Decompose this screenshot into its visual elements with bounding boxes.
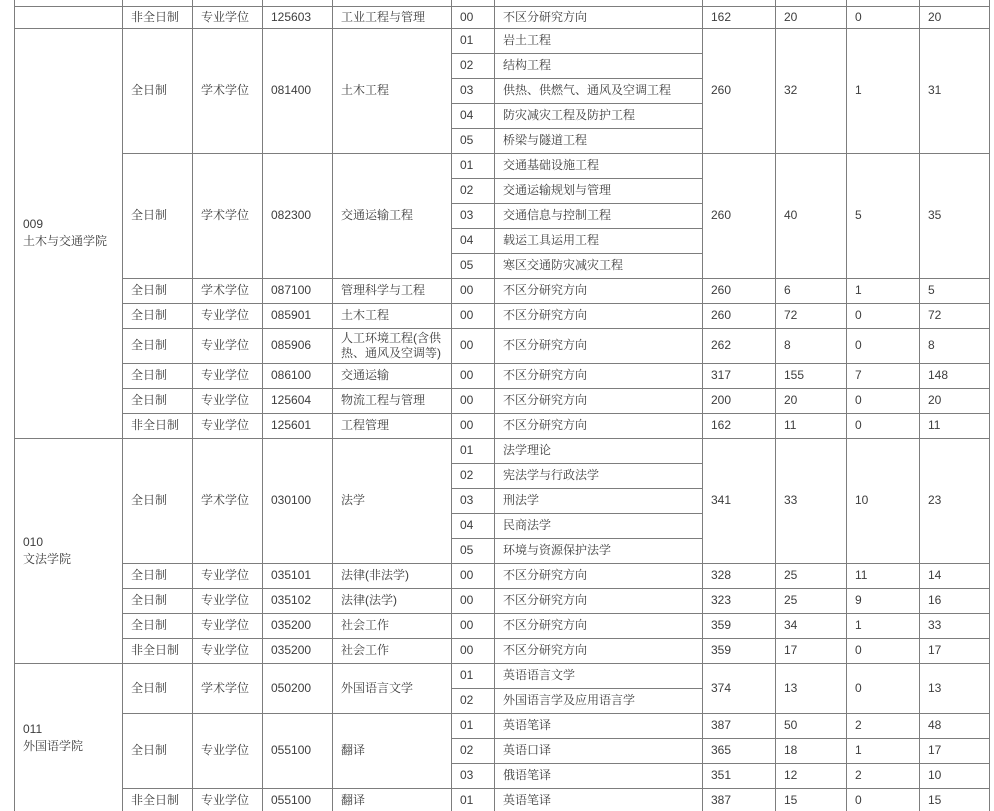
degree-type-cell: 专业学位 <box>193 303 263 328</box>
direction-name-cell: 法学理论 <box>495 438 703 463</box>
study-mode-cell: 全日制 <box>123 363 193 388</box>
study-mode-cell: 非全日制 <box>123 6 193 28</box>
exempt-cell: 2 <box>847 763 920 788</box>
regular-cell: 16 <box>920 588 990 613</box>
direction-code-cell: 04 <box>452 103 495 128</box>
total-cell: 12 <box>776 763 847 788</box>
score-cell: 341 <box>703 438 776 563</box>
degree-type-cell: 专业学位 <box>193 363 263 388</box>
direction-code-cell: 00 <box>452 278 495 303</box>
exempt-cell: 0 <box>847 638 920 663</box>
major-code-cell: 125604 <box>263 388 333 413</box>
major-code-cell: 125601 <box>263 413 333 438</box>
study-mode-cell: 全日制 <box>123 278 193 303</box>
direction-name-cell: 防灾减灾工程及防护工程 <box>495 103 703 128</box>
table-row <box>15 413 990 438</box>
regular-cell: 17 <box>920 738 990 763</box>
major-code-cell: 035200 <box>263 613 333 638</box>
direction-name-cell: 不区分研究方向 <box>495 638 703 663</box>
exempt-cell: 1 <box>847 738 920 763</box>
direction-code-cell: 02 <box>452 53 495 78</box>
score-cell: 162 <box>703 413 776 438</box>
major-code-cell: 085901 <box>263 303 333 328</box>
study-mode-cell: 全日制 <box>123 303 193 328</box>
regular-cell: 148 <box>920 363 990 388</box>
direction-name-cell: 英语笔译 <box>495 713 703 738</box>
major-name-cell: 土木工程 <box>333 28 452 153</box>
score-cell: 260 <box>703 153 776 278</box>
score-cell: 260 <box>703 303 776 328</box>
study-mode-cell: 非全日制 <box>123 788 193 811</box>
major-code-cell: 125603 <box>263 6 333 28</box>
direction-name-cell: 结构工程 <box>495 53 703 78</box>
direction-code-cell: 04 <box>452 228 495 253</box>
direction-code-cell: 00 <box>452 413 495 438</box>
total-cell: 33 <box>776 438 847 563</box>
direction-code-cell: 00 <box>452 638 495 663</box>
table-row <box>15 6 990 28</box>
direction-code-cell: 00 <box>452 613 495 638</box>
major-name-cell: 交通运输 <box>333 363 452 388</box>
total-cell: 155 <box>776 363 847 388</box>
direction-code-cell: 00 <box>452 363 495 388</box>
total-cell: 18 <box>776 738 847 763</box>
score-cell: 323 <box>703 588 776 613</box>
exempt-cell: 1 <box>847 613 920 638</box>
study-mode-cell: 全日制 <box>123 153 193 278</box>
total-cell: 8 <box>776 328 847 363</box>
degree-type-cell: 专业学位 <box>193 588 263 613</box>
direction-code-cell: 01 <box>452 663 495 688</box>
direction-code-cell: 01 <box>452 28 495 53</box>
direction-name-cell: 不区分研究方向 <box>495 413 703 438</box>
exempt-cell: 0 <box>847 303 920 328</box>
score-cell: 365 <box>703 738 776 763</box>
direction-name-cell: 交通信息与控制工程 <box>495 203 703 228</box>
major-code-cell: 081400 <box>263 28 333 153</box>
regular-cell: 8 <box>920 328 990 363</box>
direction-name-cell: 俄语笔译 <box>495 763 703 788</box>
direction-name-cell: 交通运输规划与管理 <box>495 178 703 203</box>
degree-type-cell: 专业学位 <box>193 713 263 788</box>
college-cell <box>15 6 123 28</box>
college-cell <box>15 28 123 438</box>
degree-type-cell: 专业学位 <box>193 788 263 811</box>
direction-name-cell: 不区分研究方向 <box>495 363 703 388</box>
direction-code-cell: 03 <box>452 488 495 513</box>
direction-code-cell: 02 <box>452 178 495 203</box>
table-row <box>15 153 990 178</box>
major-name-cell: 法学 <box>333 438 452 563</box>
score-cell: 328 <box>703 563 776 588</box>
table-row <box>15 638 990 663</box>
total-cell: 50 <box>776 713 847 738</box>
table-row <box>15 588 990 613</box>
college-name: 外国语学院 <box>23 739 84 753</box>
major-name-cell: 社会工作 <box>333 613 452 638</box>
direction-name-cell: 不区分研究方向 <box>495 388 703 413</box>
exempt-cell: 0 <box>847 328 920 363</box>
exempt-cell: 0 <box>847 663 920 713</box>
direction-name-cell: 宪法学与行政法学 <box>495 463 703 488</box>
direction-code-cell: 03 <box>452 763 495 788</box>
table-row <box>15 713 990 738</box>
exempt-cell: 0 <box>847 413 920 438</box>
score-cell: 359 <box>703 638 776 663</box>
direction-code-cell: 05 <box>452 538 495 563</box>
score-cell: 262 <box>703 328 776 363</box>
study-mode-cell: 全日制 <box>123 438 193 563</box>
total-cell: 32 <box>776 28 847 153</box>
regular-cell: 23 <box>920 438 990 563</box>
direction-code-cell: 00 <box>452 6 495 28</box>
direction-code-cell: 01 <box>452 438 495 463</box>
degree-type-cell: 专业学位 <box>193 413 263 438</box>
degree-type-cell: 学术学位 <box>193 663 263 713</box>
exempt-cell: 0 <box>847 6 920 28</box>
direction-name-cell: 载运工具运用工程 <box>495 228 703 253</box>
regular-cell: 20 <box>920 6 990 28</box>
direction-name-cell: 民商法学 <box>495 513 703 538</box>
table-row <box>15 363 990 388</box>
table-row <box>15 388 990 413</box>
score-cell: 351 <box>703 763 776 788</box>
direction-name-cell: 不区分研究方向 <box>495 6 703 28</box>
degree-type-cell: 专业学位 <box>193 388 263 413</box>
direction-code-cell: 00 <box>452 563 495 588</box>
direction-name-cell: 外国语言学及应用语言学 <box>495 688 703 713</box>
regular-cell: 33 <box>920 613 990 638</box>
direction-code-cell: 00 <box>452 328 495 363</box>
major-code-cell: 050200 <box>263 663 333 713</box>
exempt-cell: 7 <box>847 363 920 388</box>
admissions-table <box>14 0 990 811</box>
study-mode-cell: 全日制 <box>123 28 193 153</box>
regular-cell: 14 <box>920 563 990 588</box>
degree-type-cell: 专业学位 <box>193 328 263 363</box>
direction-code-cell: 02 <box>452 688 495 713</box>
score-cell: 317 <box>703 363 776 388</box>
exempt-cell: 9 <box>847 588 920 613</box>
table-row <box>15 438 990 463</box>
study-mode-cell: 全日制 <box>123 588 193 613</box>
degree-type-cell: 专业学位 <box>193 638 263 663</box>
table-row <box>15 788 990 811</box>
direction-name-cell: 环境与资源保护法学 <box>495 538 703 563</box>
direction-name-cell: 刑法学 <box>495 488 703 513</box>
study-mode-cell: 全日制 <box>123 663 193 713</box>
study-mode-cell: 非全日制 <box>123 638 193 663</box>
major-code-cell: 035101 <box>263 563 333 588</box>
total-cell: 6 <box>776 278 847 303</box>
score-cell: 387 <box>703 788 776 811</box>
direction-name-cell: 不区分研究方向 <box>495 328 703 363</box>
direction-code-cell: 00 <box>452 588 495 613</box>
regular-cell: 13 <box>920 663 990 713</box>
college-name: 土木与交通学院 <box>23 234 108 248</box>
regular-cell: 17 <box>920 638 990 663</box>
exempt-cell: 11 <box>847 563 920 588</box>
major-code-cell: 055100 <box>263 788 333 811</box>
exempt-cell: 1 <box>847 278 920 303</box>
degree-type-cell: 学术学位 <box>193 278 263 303</box>
exempt-cell: 0 <box>847 388 920 413</box>
major-name-cell: 社会工作 <box>333 638 452 663</box>
major-code-cell: 086100 <box>263 363 333 388</box>
direction-name-cell: 岩土工程 <box>495 28 703 53</box>
regular-cell: 10 <box>920 763 990 788</box>
table-row <box>15 663 990 688</box>
direction-name-cell: 桥梁与隧道工程 <box>495 128 703 153</box>
direction-name-cell: 不区分研究方向 <box>495 303 703 328</box>
major-code-cell: 082300 <box>263 153 333 278</box>
degree-type-cell: 专业学位 <box>193 613 263 638</box>
direction-code-cell: 02 <box>452 738 495 763</box>
major-name-cell: 土木工程 <box>333 303 452 328</box>
college-cell <box>15 663 123 811</box>
exempt-cell: 0 <box>847 788 920 811</box>
major-name-cell: 翻译 <box>333 713 452 788</box>
study-mode-cell: 全日制 <box>123 563 193 588</box>
major-name-cell: 人工环境工程(含供热、通风及空调等) <box>333 328 452 363</box>
study-mode-cell: 全日制 <box>123 328 193 363</box>
major-name-cell: 外国语言文学 <box>333 663 452 713</box>
exempt-cell: 5 <box>847 153 920 278</box>
total-cell: 40 <box>776 153 847 278</box>
regular-cell: 20 <box>920 388 990 413</box>
degree-type-cell: 专业学位 <box>193 6 263 28</box>
major-name-cell: 工程管理 <box>333 413 452 438</box>
direction-name-cell: 供热、供燃气、通风及空调工程 <box>495 78 703 103</box>
major-name-cell: 管理科学与工程 <box>333 278 452 303</box>
direction-code-cell: 03 <box>452 78 495 103</box>
total-cell: 72 <box>776 303 847 328</box>
score-cell: 260 <box>703 278 776 303</box>
total-cell: 11 <box>776 413 847 438</box>
total-cell: 15 <box>776 788 847 811</box>
major-code-cell: 035102 <box>263 588 333 613</box>
direction-name-cell: 英语语言文学 <box>495 663 703 688</box>
major-name-cell: 法律(法学) <box>333 588 452 613</box>
table-row <box>15 563 990 588</box>
direction-name-cell: 交通基础设施工程 <box>495 153 703 178</box>
regular-cell: 31 <box>920 28 990 153</box>
study-mode-cell: 全日制 <box>123 613 193 638</box>
regular-cell: 48 <box>920 713 990 738</box>
score-cell: 359 <box>703 613 776 638</box>
degree-type-cell: 学术学位 <box>193 153 263 278</box>
major-code-cell: 030100 <box>263 438 333 563</box>
major-name-cell: 物流工程与管理 <box>333 388 452 413</box>
direction-code-cell: 03 <box>452 203 495 228</box>
total-cell: 20 <box>776 388 847 413</box>
score-cell: 374 <box>703 663 776 713</box>
major-code-cell: 055100 <box>263 713 333 788</box>
major-name-cell: 交通运输工程 <box>333 153 452 278</box>
major-name-cell: 法律(非法学) <box>333 563 452 588</box>
exempt-cell: 10 <box>847 438 920 563</box>
direction-code-cell: 05 <box>452 128 495 153</box>
exempt-cell: 2 <box>847 713 920 738</box>
table-row <box>15 278 990 303</box>
score-cell: 200 <box>703 388 776 413</box>
direction-code-cell: 02 <box>452 463 495 488</box>
direction-code-cell: 05 <box>452 253 495 278</box>
college-cell <box>15 438 123 663</box>
total-cell: 34 <box>776 613 847 638</box>
direction-code-cell: 00 <box>452 388 495 413</box>
direction-name-cell: 不区分研究方向 <box>495 563 703 588</box>
major-name-cell: 工业工程与管理 <box>333 6 452 28</box>
major-name-cell: 翻译 <box>333 788 452 811</box>
direction-name-cell: 寒区交通防灾减灾工程 <box>495 253 703 278</box>
direction-code-cell: 01 <box>452 153 495 178</box>
direction-name-cell: 英语笔译 <box>495 788 703 811</box>
degree-type-cell: 学术学位 <box>193 438 263 563</box>
direction-name-cell: 英语口译 <box>495 738 703 763</box>
total-cell: 20 <box>776 6 847 28</box>
college-name: 文法学院 <box>23 551 72 566</box>
regular-cell: 35 <box>920 153 990 278</box>
score-cell: 387 <box>703 713 776 738</box>
direction-name-cell: 不区分研究方向 <box>495 278 703 303</box>
study-mode-cell: 全日制 <box>123 713 193 788</box>
table-row <box>15 328 990 363</box>
regular-cell: 5 <box>920 278 990 303</box>
direction-code-cell: 00 <box>452 303 495 328</box>
exempt-cell: 1 <box>847 28 920 153</box>
regular-cell: 11 <box>920 413 990 438</box>
table-row <box>15 303 990 328</box>
direction-name-cell: 不区分研究方向 <box>495 588 703 613</box>
table-row <box>15 28 990 53</box>
direction-code-cell: 01 <box>452 713 495 738</box>
score-cell: 260 <box>703 28 776 153</box>
score-cell: 162 <box>703 6 776 28</box>
major-code-cell: 087100 <box>263 278 333 303</box>
table-row <box>15 613 990 638</box>
total-cell: 17 <box>776 638 847 663</box>
total-cell: 25 <box>776 563 847 588</box>
regular-cell: 72 <box>920 303 990 328</box>
degree-type-cell: 学术学位 <box>193 28 263 153</box>
total-cell: 13 <box>776 663 847 713</box>
college-code: 009 <box>23 217 44 231</box>
regular-cell: 15 <box>920 788 990 811</box>
major-code-cell: 085906 <box>263 328 333 363</box>
study-mode-cell: 全日制 <box>123 388 193 413</box>
direction-code-cell: 01 <box>452 788 495 811</box>
total-cell: 25 <box>776 588 847 613</box>
study-mode-cell: 非全日制 <box>123 413 193 438</box>
direction-name-cell: 不区分研究方向 <box>495 613 703 638</box>
college-code: 011 <box>23 722 43 736</box>
college-code: 010 <box>23 534 44 549</box>
direction-code-cell: 04 <box>452 513 495 538</box>
major-code-cell: 035200 <box>263 638 333 663</box>
degree-type-cell: 专业学位 <box>193 563 263 588</box>
